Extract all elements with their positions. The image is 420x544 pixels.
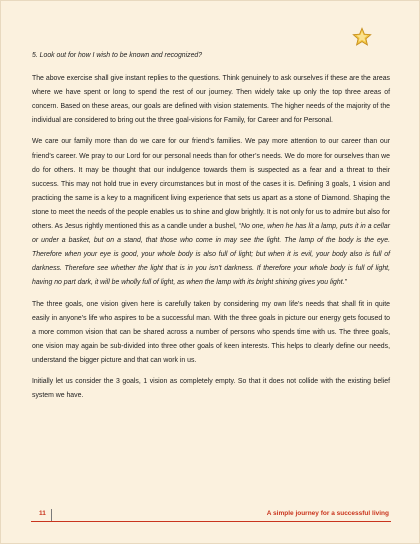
star-icon <box>352 27 372 47</box>
page-content <box>32 49 390 410</box>
paragraph-family-text: We care our family more than do we care for our friend’s families. We pay more attention to our career than our friend’s career. We pray to our Lord for our personal needs than for other’s needs. We do more for ourselves than we do for others. It may be thought that our indulgence towards them is suspected as a fear and a threat to their success. This may not hold true in every circumstances but in most of the cases it is. Defining 3 goals, 1 vision and practicing the same is a key to a magnificent living experience that sets us apart as a stone of Diamond. Shaping the stone to meet the needs of the people enables us to shine and glow brightly. It is not only for us to admire but also for others. As Jesus rightly mentioned this as a candle under a bushel, <box>32 138 390 231</box>
footer-divider <box>51 509 52 521</box>
page-footer <box>31 509 391 522</box>
paragraph-three-goals: The three goals, one vision given here is carefully taken by considering my own life’s needs that shall fit in quite easily in anyone’s life who aspires to be a successful man. With the three goals in picture our energy gets focused to a more common vision that can be shared across a number of persons who spends time with us. The three goals, one vision may again be sub-divided into three other goals of keen interests. This helps to clearly define our needs, understand the bigger picture and that can work in us. <box>32 300 390 364</box>
page-number: 11 <box>39 510 46 517</box>
section-heading: 5. Look out for how I wish to be known and recognized? <box>32 52 203 59</box>
paragraph-initially: Initially let us consider the 3 goals, 1 vision as completely empty. So that it does not collide with the existing belief system we have. <box>32 377 390 400</box>
book-title: A simple journey for a successful living <box>266 510 389 517</box>
paragraph-family <box>32 135 390 290</box>
scripture-quote: “No one, when he has lit a lamp, puts it in a cellar or under a basket, but on a stand, that those who come in may see the light. The lamp of the body is the eye. Therefore when your eye is good, your whole body is also full of light; but when it is evil, your body also is full of darkness. Therefore see whether the light that is in you isn’t darkness. If therefore your whole body is full of light, having no part dark, it will be wholly full of light, as when the lamp with its bright shining gives you light.” <box>32 223 390 287</box>
paragraph-intro: The above exercise shall give instant replies to the questions. Think genuinely to ask ourselves if these are the areas where we have spent or long to spend the rest of our journey. Then widely take up only the top three areas of concern. Based on these areas, our goals are defined with vision statements. The higher needs of the majority of the individual are considered to bring out the three goal-visions for Family, for Career and for Personal. <box>32 75 390 125</box>
